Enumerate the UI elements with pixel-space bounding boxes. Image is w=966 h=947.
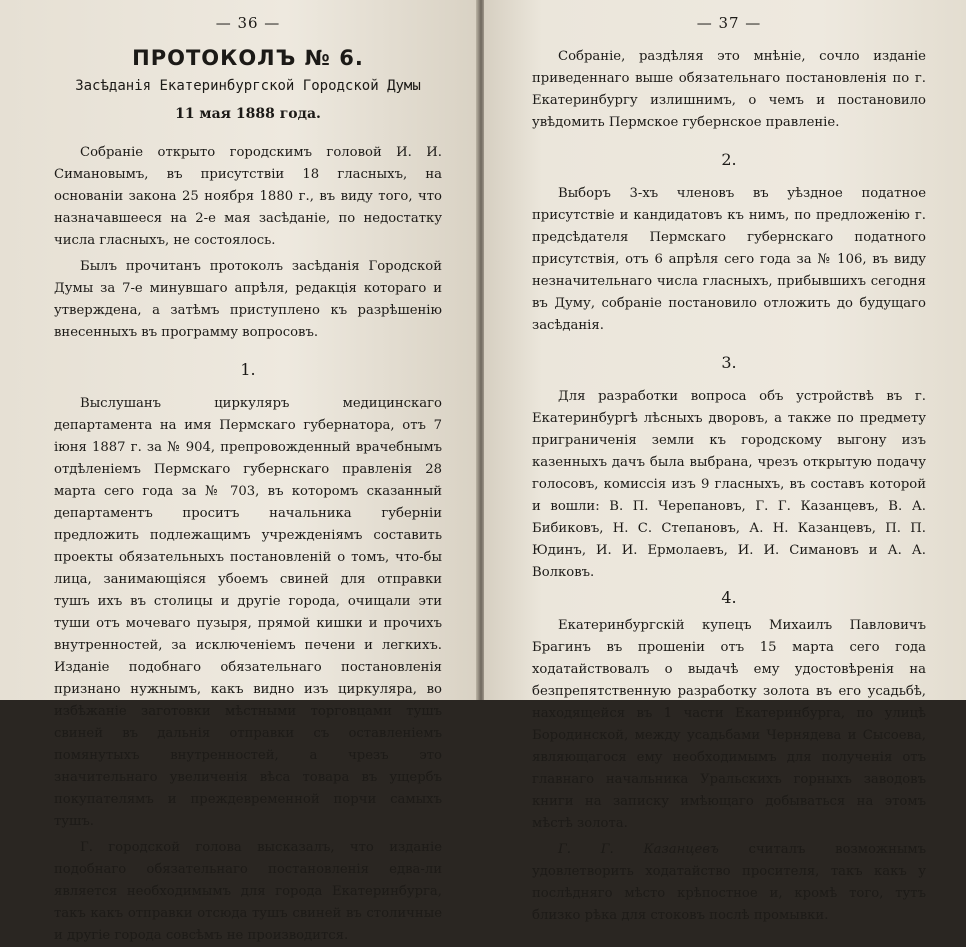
protocol-subtitle: Засѣданія Екатеринбургской Городской Думы (75, 78, 421, 94)
right-page (484, 0, 966, 923)
paragraph: Г. городской голова высказалъ, что изданіе подобнаго обязательнаго постановленія едва-ли является необходимымъ для города Екатеринбурга, такъ какъ отправки отсюда тушъ свиней въ столичные и другіе города совсѣмъ не производится. (54, 840, 442, 943)
page-number: — 36 — (215, 14, 281, 32)
speaker-text: считалъ возможнымъ удовлетворить ходатайство просителя, такъ какъ у послѣдняго мѣсто крѣпостное и, кромѣ того, тутъ близко рѣка для стоковъ послѣ промывки. (532, 842, 926, 923)
left-page (0, 0, 478, 943)
paragraph: Былъ прочитанъ протоколъ засѣданія Городской Думы за 7-е минувшаго апрѣля, редакція котораго и утверждена, а затѣмъ приступлено къ разрѣшенію внесенныхъ въ программу вопросовъ. (54, 259, 442, 340)
page-number: — 37 — (696, 14, 762, 32)
section-number: 2. (721, 150, 737, 169)
section-number: 3. (721, 353, 737, 372)
paragraph: Собраніе, раздѣляя это мнѣніе, сочло изданіе приведеннаго выше обязательнаго постановленія по г. Екатеринбургу излишнимъ, о чемъ и постановило увѣдомить Пермское губернское правленіе. (532, 49, 926, 130)
paragraph: Собраніе открыто городскимъ головой И. И. Симановымъ, въ присутствіи 18 гласныхъ, на основаніи закона 25 ноября 1880 г., въ виду того, что назначавшееся на 2-е мая засѣданіе, по недостатку числа гласныхъ, не состоялось. (54, 145, 442, 248)
section-number: 4. (721, 588, 737, 607)
section-number: 1. (240, 360, 256, 379)
paragraph: Екатеринбургскій купецъ Михаилъ Павловичъ Брагинъ въ прошеніи отъ 15 марта сего года ходатайствовалъ о выдачѣ ему удостовѣренія на безпрепятственную разработку золота въ его усадьбѣ, находящейся въ 1 части Екатеринбурга, по улицѣ Бородинской, между усадьбами Чернядева и Сысоева, являющагося ему необходимымъ для полученія отъ главнаго начальника Уральскихъ горныхъ заводовъ книги на записку имѣющаго добываться на этомъ мѣстѣ золота. (532, 618, 926, 831)
paragraph: Для разработки вопроса объ устройствѣ въ г. Екатеринбургѣ лѣсныхъ дворовъ, а также по предмету приграниченія земли къ городскому выгону изъ казенныхъ дачъ была выбрана, чрезъ открытую подачу голосовъ, комиссія изъ 9 гласныхъ, въ составъ которой и вошли: В. П. Черепановъ, Г. Г. Казанцевъ, В. А. Бибиковъ, Н. С. Степановъ, А. Н. Казанцевъ, П. П. Юдинъ, И. И. Ермолаевъ, И. И. Симановъ и А. А. Волковъ. (532, 389, 926, 580)
protocol-title: ПРОТОКОЛЪ № 6. (132, 46, 364, 70)
paragraph (532, 839, 926, 927)
paragraph: Выслушанъ циркуляръ медицинскаго департамента на имя Пермскаго губернатора, отъ 7 іюня 1887 г. за № 904, препровожденный врачебнымъ отдѣленіемъ Пермскаго губернскаго правленія 28 марта сего года за № 703, въ которомъ сказанный департаментъ проситъ начальника губерніи предложить подлежащимъ учрежденіямъ составить проекты обязательныхъ постановленій о томъ, что-бы лица, занимающіяся убоемъ свиней для отправки тушъ ихъ въ столицы и другіе города, очищали эти туши отъ мочеваго пузыря, прямой кишки и прочихъ внутренностей, за исключеніемъ печени и легкихъ. Изданіе подобнаго обязательнаго постановленія признано нужнымъ, какъ видно изъ циркуляра, во избѣжаніе заготовки мѣстными торговцами тушъ свиней въ дальнія отправки съ оставленіемъ помянутыхъ внутренностей, а чрезъ это значительнаго увеличенія вѣса товара въ ущербъ покупателямъ и преждевременной порчи самыхъ тушъ. (54, 396, 442, 829)
speaker-name: Г. Г. Казанцевъ (558, 842, 719, 857)
meeting-date: 11 мая 1888 года. (175, 106, 321, 122)
paragraph: Выборъ 3-хъ членовъ въ уѣздное податное присутствіе и кандидатовъ къ нимъ, по предложенію г. предсѣдателя Пермскаго губернскаго податного присутствія, отъ 6 апрѣля сего года за № 106, въ виду незначительнаго числа гласныхъ, прибывшихъ сегодня въ Думу, собраніе постановило отложить до будущаго засѣданія. (532, 186, 926, 333)
